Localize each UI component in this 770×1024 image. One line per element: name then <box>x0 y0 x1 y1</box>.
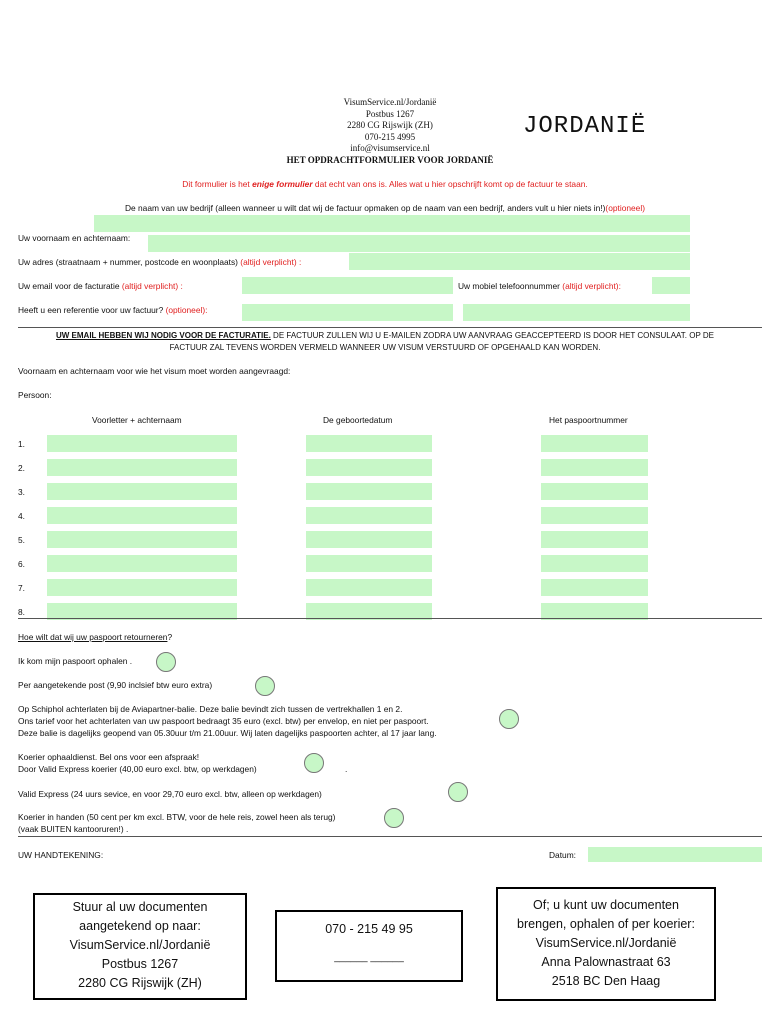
box-line: Postbus 1267 <box>101 957 179 971</box>
box-line: VisumService.nl/Jordanië <box>535 936 677 950</box>
person-passport-field[interactable] <box>541 555 648 572</box>
option-post-label: Per aangetekende post (9,90 inclsief btw euro extra) <box>18 680 213 690</box>
person-name-field[interactable] <box>47 483 237 500</box>
person-name-field[interactable] <box>47 507 237 524</box>
persons-intro: Voornaam en achternaam voor wie het visum moet worden aangevraagd: <box>18 366 291 376</box>
mobile-field[interactable] <box>652 277 690 294</box>
person-name-field[interactable] <box>47 555 237 572</box>
option-schiphol-radio[interactable] <box>499 709 519 729</box>
letterhead-line: 070-215 4995 <box>364 131 416 142</box>
full-name-field[interactable] <box>148 235 690 252</box>
mobile-label: Uw mobiel telefoonnummer (altijd verplicht): <box>458 281 621 291</box>
option-post-radio[interactable] <box>255 676 275 696</box>
letterhead <box>240 97 540 166</box>
name-label: Uw voornaam en achternaam: <box>18 233 131 243</box>
notice-emphasis: enige formulier <box>252 179 313 189</box>
company-label: De naam van uw bedrijf (alleen wanneer u wilt dat wij de factuur opmaken op de naam van een bedrijf, anders vult u hier niets in!)(optioneel) <box>124 203 645 213</box>
email-notice-line2: FACTUUR ZAL TEVENS WORDEN VERMELD WANNEER UW VISUM VERSTUURD OF OPGEHAALD KAN WORDEN. <box>169 343 601 352</box>
option-valid-express-label: Valid Express (24 uurs sevice, en voor 29,70 euro excl. btw, alleen op werkdagen) <box>18 789 322 799</box>
letterhead-line: 2280 CG Rijswijk (ZH) <box>347 120 433 130</box>
phone-number: 070 - 215 49 95 <box>325 922 413 936</box>
divider <box>18 618 762 619</box>
address-label: Uw adres (straatnaam + nummer, postcode en woonplaats) (altijd verplicht) : <box>18 257 302 267</box>
option-courier-radio[interactable] <box>304 753 324 773</box>
col-birth-header: De geboortedatum <box>323 415 393 425</box>
option-courier-line2: Door Valid Express koerier (40,00 euro excl. btw, op werkdagen) <box>18 764 257 774</box>
box-line: 2280 CG Rijswijk (ZH) <box>78 976 202 990</box>
box-line: brengen, ophalen of per koerier: <box>517 917 695 931</box>
option-schiphol-line3: Deze balie is dagelijks geopend van 05.30uur t/m 21.00uur. Wij laten dagelijks paspoorten achter, al 17 jaar lang. <box>18 728 437 738</box>
person-passport-field[interactable] <box>541 483 648 500</box>
divider <box>18 836 762 837</box>
letterhead-line: VisumService.nl/Jordanië <box>343 97 437 107</box>
person-birthdate-field[interactable] <box>306 459 432 476</box>
box-phone <box>275 910 463 982</box>
box-send-documents <box>33 893 247 1000</box>
letterhead-line: info@visumservice.nl <box>350 143 430 153</box>
person-birthdate-field[interactable] <box>306 435 432 452</box>
date-field[interactable] <box>588 847 762 862</box>
option-courier-line1: Koerier ophaaldienst. Bel ons voor een afspraak! <box>18 752 200 762</box>
person-name-field[interactable] <box>47 435 237 452</box>
person-passport-field[interactable] <box>541 459 648 476</box>
col-name-header: Voorletter + achternaam <box>92 415 182 425</box>
person-birthdate-field[interactable] <box>306 579 432 596</box>
box-line: 2518 BC Den Haag <box>551 974 661 988</box>
box-line: Anna Palownastraat 63 <box>541 955 671 969</box>
box-line: aangetekend op naar: <box>79 919 201 933</box>
reference-label: Heeft u een referentie voor uw factuur? (optioneel): <box>18 305 208 315</box>
divider <box>18 327 762 328</box>
option-hand-radio[interactable] <box>384 808 404 828</box>
person-row-number: 8. <box>18 607 25 617</box>
option-schiphol-line2: Ons tarief voor het achterlaten van uw paspoort bedraagt 35 euro (excl. btw) per envelop, en niet per paspoort. <box>18 716 429 726</box>
persons-label: Persoon: <box>18 390 52 400</box>
email-field[interactable] <box>242 277 453 294</box>
date-label: Datum: <box>549 850 576 860</box>
person-passport-field[interactable] <box>541 435 648 452</box>
col-passport-header: Het paspoortnummer <box>549 415 628 425</box>
option-hand-line1: Koerier in handen (50 cent per km excl. BTW, voor de hele reis, zowel heen als terug) <box>18 812 336 822</box>
person-birthdate-field[interactable] <box>306 483 432 500</box>
person-birthdate-field[interactable] <box>306 507 432 524</box>
address-field[interactable] <box>349 253 690 270</box>
person-row-number: 2. <box>18 463 25 473</box>
person-name-field[interactable] <box>47 531 237 548</box>
notice-text: Dit formulier is het enige formulier dat echt van ons is. Alles wat u hier opschrijft komt op de factuur te staan. <box>182 179 588 189</box>
company-name-field[interactable] <box>94 215 690 232</box>
box-line: Stuur al uw documenten <box>72 900 208 914</box>
reference-field[interactable] <box>242 304 453 321</box>
person-row-number: 4. <box>18 511 25 521</box>
person-passport-field[interactable] <box>541 579 648 596</box>
option-schiphol-line1: Op Schiphol achterlaten bij de Aviapartner-balie. Deze balie bevindt zich tussen de vertrekhallen 1 en 2. <box>18 704 403 714</box>
person-name-field[interactable] <box>47 579 237 596</box>
letterhead-line: Postbus 1267 <box>365 108 415 119</box>
box-line: Of; u kunt uw documenten <box>533 898 679 912</box>
return-question: Hoe wilt dat wij uw paspoort retourneren? <box>18 632 173 642</box>
person-name-field[interactable] <box>47 459 237 476</box>
signature-label: UW HANDTEKENING: <box>18 850 104 860</box>
person-row-number: 6. <box>18 559 25 569</box>
person-birthdate-field[interactable] <box>306 555 432 572</box>
person-row-number: 3. <box>18 487 25 497</box>
person-passport-field[interactable] <box>541 531 648 548</box>
option-pickup-label: Ik kom mijn paspoort ophalen . <box>18 656 133 666</box>
country-title: JORDANIË <box>523 113 647 140</box>
email-notice-line1: UW EMAIL HEBBEN WIJ NODIG VOOR DE FACTURATIE. DE FACTUUR ZULLEN WIJ U E-MAILEN ZODRA UW AANVRAAG GEACCEPTEERD IS DOOR HET CONSULAAT. OP DE <box>55 331 714 340</box>
person-row-number: 5. <box>18 535 25 545</box>
box-bring-documents <box>496 887 716 1001</box>
person-passport-field[interactable] <box>541 507 648 524</box>
person-row-number: 7. <box>18 583 25 593</box>
email-label: Uw email voor de facturatie (altijd verplicht) : <box>18 281 183 291</box>
option-pickup-radio[interactable] <box>156 652 176 672</box>
option-hand-line2: (vaak BUITEN kantooruren!) . <box>18 824 129 834</box>
reference-field-extra[interactable] <box>463 304 690 321</box>
option-courier-dot: . <box>345 764 348 774</box>
box-line: VisumService.nl/Jordanië <box>69 938 211 952</box>
person-birthdate-field[interactable] <box>306 531 432 548</box>
person-row-number: 1. <box>18 439 25 449</box>
form-title: HET OPDRACHTFORMULIER VOOR JORDANIË <box>286 154 494 165</box>
option-valid-express-radio[interactable] <box>448 782 468 802</box>
phone-blank: ______ ______ <box>334 952 404 963</box>
